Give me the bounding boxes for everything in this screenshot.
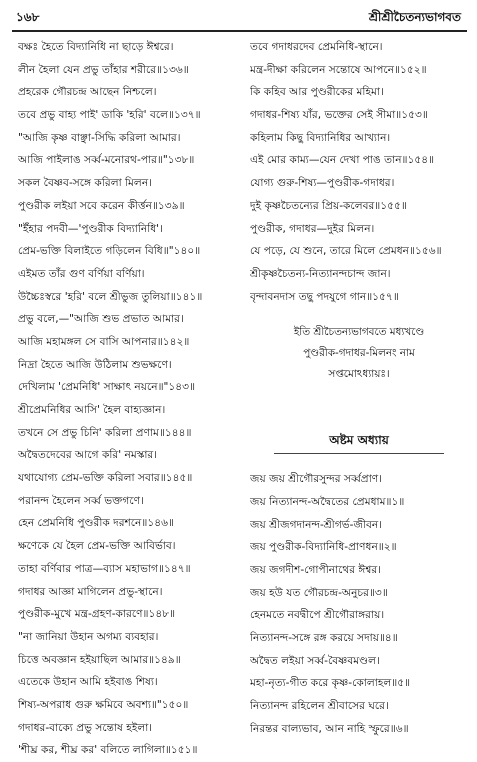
chapter-heading: অষ্টম অধ্যায় bbox=[274, 427, 444, 454]
verse-line: অদ্বৈতদেবের আগে করি' নমস্কার। bbox=[18, 449, 158, 462]
verse-line: বক্ষঃ হৈতে বিদ্যানিধি না ছাড়ে ঈশ্বরে। bbox=[18, 41, 174, 53]
page-header bbox=[12, 6, 467, 28]
verse-line: এইমত তাঁর গুণ বর্ণিয়া বর্ণিয়া। bbox=[18, 267, 145, 280]
verse-line: গদাধর-শিষ্য যাঁর, ভক্তের সেই সীমা॥১৫৩॥ bbox=[250, 109, 428, 122]
verse-line: বৃন্দাবনদাস তছু পদযুগে গান॥১৫৭॥ bbox=[250, 290, 399, 303]
verse-line: লীন হৈলা যেন প্রভু তাঁহার শরীরে॥১৩৬॥ bbox=[18, 63, 189, 76]
verse-line: মহা-নৃত্য-গীত করে কৃষ্ণ-কোলাহল॥৫॥ bbox=[250, 677, 411, 690]
verse-line: চিত্তে অবজ্ঞান হইয়াছিল আমার॥১৪৯॥ bbox=[18, 653, 181, 666]
verse-line: জয় শ্রীজগদানন্দ-শ্রীগর্ভ-জীবন। bbox=[250, 518, 383, 531]
colophon-line: সপ্তমোঽধ্যায়ঃ। bbox=[328, 368, 390, 381]
verse-line: যথাযোগ্য প্রেম-ভক্তি করিলা সবার॥১৪৫॥ bbox=[18, 472, 193, 485]
colophon-line: ইতি শ্রীচৈতন্যভাগবতে মধ্যখণ্ডে bbox=[293, 326, 425, 339]
verse-line: মন্ত্র-দীক্ষা করিলেন সন্তোষে আপনে॥১৫২॥ bbox=[250, 63, 427, 76]
left-column bbox=[18, 36, 242, 762]
verse-line: সকল বৈষ্ণব-সঙ্গে করিলা মিলন। bbox=[18, 177, 152, 190]
verse-line: তাহা বর্ণিবার পাত্র—ব্যাস মহাভাগ॥১৪৭॥ bbox=[18, 562, 191, 575]
verse-line: ক্ষণেকে যে হৈল প্রেম-ভক্তি আবির্ভাব। bbox=[18, 540, 176, 553]
verse-line: প্রহরেক গৌরচন্দ্র আছেন নিশ্চলে। bbox=[18, 86, 157, 99]
verse-line: এতেকে উহান আমি হইবাঙ শিষ্য। bbox=[18, 676, 158, 689]
verse-line: জয় নিত্যানন্দ-অদ্বৈতের প্রেমধাম॥১॥ bbox=[250, 495, 405, 508]
verse-line: জয় পুণ্ডরীক-বিদ্যানিধি-প্রাণধন॥২॥ bbox=[250, 541, 397, 554]
verse-line: নিত্যানন্দ রহিলেন শ্রীবাসের ঘরে। bbox=[250, 700, 389, 713]
verse-line: জয় জগদীশ-গোপীনাথের ঈশ্বর। bbox=[250, 564, 382, 576]
verse-line: জয় হউ যত গৌরচন্দ্র-অনুচর॥৩॥ bbox=[250, 586, 388, 599]
verse-line: শিষ্য-অপরাধ গুরু ক্ষমিবে অবশ্য॥"১৫০॥ bbox=[18, 698, 189, 711]
colophon-line: পুণ্ডরীক-গদাধর-মিলনং নাম bbox=[303, 347, 415, 360]
verse-line: গদাধর আজ্ঞা মাগিলেন প্রভু-স্থানে। bbox=[18, 585, 163, 598]
verse-line: আজি মহামঙ্গল সে বাসি আপনার॥১৪২॥ bbox=[18, 335, 190, 348]
verse-line: "না জানিয়া উহান অগম্য ব্যবহার। bbox=[18, 630, 159, 643]
book-title: শ্রীশ্রীচৈতন্যভাগবত bbox=[368, 10, 461, 24]
verse-line: কি কহিব আর পুণ্ডরীকের মহিমা। bbox=[250, 86, 384, 99]
verse-line: অদ্বৈত লইয়া সর্ব্ব-বৈষ্ণবমণ্ডল। bbox=[250, 654, 380, 667]
verse-line: শ্রীপ্রেমনিধির আসি' হৈল বাহ্যজ্ঞান। bbox=[18, 404, 166, 416]
page-number: ১৬৮ bbox=[16, 10, 40, 24]
verse-line: তবে গদাধরদেব প্রেমনিধি-স্থানে। bbox=[250, 41, 383, 53]
verse-line: হেন প্রেমনিধি পুণ্ডরীক দরশনে॥১৪৬॥ bbox=[18, 517, 175, 530]
right-column bbox=[250, 36, 468, 741]
verse-line: তখনে সে প্রভু চিনি' করিলা প্রণাম॥১৪৪॥ bbox=[18, 426, 192, 439]
verse-line: জয় জয় শ্রীগৌরসুন্দর সর্ব্বপ্রাণ। bbox=[250, 473, 382, 486]
verse-line: উচ্চৈঃস্বরে 'হরি' বলে শ্রীভুজ তুলিয়া॥১৪১॥ bbox=[18, 290, 203, 303]
verse-line: যোগ্য গুরু-শিষ্য—পুণ্ডরীক-গদাধর। bbox=[250, 177, 395, 190]
verse-line: প্রভু বলে,—"আজি শুভ প্রভাত আমার। bbox=[18, 313, 184, 326]
verse-line: পরানন্দ হৈলেন সর্ব্ব ভক্তগণে। bbox=[18, 494, 144, 507]
verse-line: কহিলাম কিছু বিদ্যানিধির আখ্যান। bbox=[250, 131, 391, 144]
verse-line: গদাধর-বাক্যে প্রভু সন্তোষ হইলা। bbox=[18, 721, 153, 734]
verse-line: শ্রীকৃষ্ণচৈতন্য-নিত্যানন্দচান্দ জান। bbox=[250, 267, 391, 280]
verse-line: এই মোর কাম্য—যেন দেখা পাঙ তান॥১৫৪॥ bbox=[250, 154, 435, 167]
verse-line: আজি পাইলাঙ সর্ব্ব-মনোরথ-পার॥"১৩৮॥ bbox=[18, 154, 195, 167]
verse-line: 'শীঘ্র কর, শীঘ্র কর' বলিতে লাগিলা॥১৫১॥ bbox=[18, 744, 198, 757]
verse-line: পুণ্ডরীক লইয়া সবে করেন কীর্ত্তন॥১৩৯॥ bbox=[18, 199, 185, 212]
verse-line: দুই কৃষ্ণচৈতন্যের প্রিয়-কলেবর॥১৫৫॥ bbox=[250, 199, 407, 212]
verse-line: পুণ্ডরীক-মুখে মন্ত্র-গ্রহণ-কারণে॥১৪৮॥ bbox=[18, 608, 176, 621]
verse-line: নিরন্তর বাল্যভাব, আন নাহি স্ফুরে॥৬॥ bbox=[250, 722, 409, 735]
verse-line: "আজি কৃষ্ণ বাঞ্ছা-সিদ্ধি করিলা আমার। bbox=[18, 131, 181, 144]
verse-line: দেখিলাম 'প্রেমনিধি' সাক্ষাৎ নয়নে॥"১৪৩॥ bbox=[18, 381, 196, 394]
verse-line: তবে প্রভু বাহ্য পাই' ডাকি 'হরি' বলে॥১৩৭॥ bbox=[18, 109, 201, 122]
verse-line: নিদ্রা হৈতে আজি উঠিলাম শুভক্ষণে। bbox=[18, 358, 172, 371]
verse-line: হেনমতে নবদ্বীপে শ্রীগৌরাঙ্গরায়। bbox=[250, 609, 385, 622]
verse-line: পুণ্ডরীক, গদাধর—দুইর মিলন। bbox=[250, 222, 375, 235]
verse-line: যে পড়ে, যে শুনে, তারে মিলে প্রেমধন॥১৫৬॥ bbox=[250, 245, 442, 258]
verse-line: নিত্যানন্দ-সঙ্গে রঙ্গ করয়ে সদায়॥৪॥ bbox=[250, 632, 398, 645]
header-rule bbox=[12, 30, 467, 32]
verse-line: "ইঁহার পদবী—'পুণ্ডরীক বিদ্যানিধি'। bbox=[18, 222, 163, 235]
verse-line: প্রেম-ভক্তি বিলাইতে গড়িলেন বিধি॥"১৪০॥ bbox=[18, 245, 201, 258]
